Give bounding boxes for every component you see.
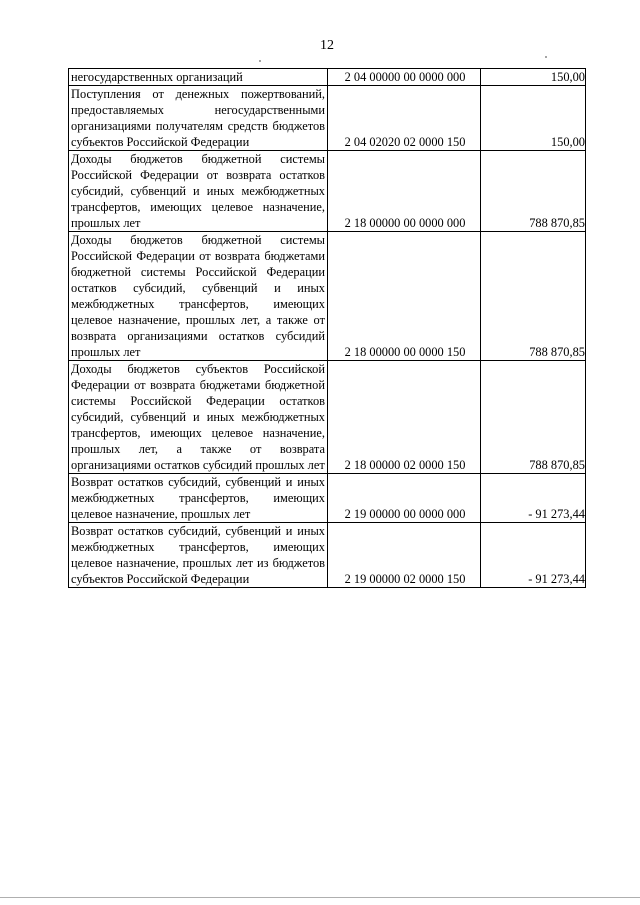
revenue-description: Поступления от денежных пожертвований, предоставляемых негосударственными организациями получателям средств бюджетов субъектов Российской Федерации [69,86,328,151]
table-row [69,232,586,361]
budget-revenue-table [68,68,586,588]
revenue-description: Доходы бюджетов субъектов Российской Федерации от возврата бюджетами бюджетной системы Российской Федерации остатков субсидий, субвенций и иных межбюджетных трансфертов, имеющих целевое назначение, прошлых лет, а также от возврата организациями остатков субсидий прошлых лет [69,361,328,474]
revenue-description: Возврат остатков субсидий, субвенций и иных межбюджетных трансфертов, имеющих целевое назначение, прошлых лет из бюджетов субъектов Российской Федерации [69,523,328,588]
revenue-amount: 788 870,85 [481,361,586,474]
page-number: 12 [320,38,334,53]
revenue-amount: 150,00 [481,86,586,151]
budget-classification-code: 2 19 00000 02 0000 150 [328,523,481,588]
revenue-description: Доходы бюджетов бюджетной системы Российской Федерации от возврата бюджетами бюджетной системы Российской Федерации остатков субсидий, субвенций и иных межбюджетных трансфертов, имеющих целевое назначение, прошлых лет, а также от возврата организациями остатков субсидий прошлых лет [69,232,328,361]
revenue-description: негосударственных организаций [69,69,328,86]
table-row [69,523,586,588]
revenue-amount: 788 870,85 [481,232,586,361]
revenue-amount: 150,00 [481,69,586,86]
table-row [69,151,586,232]
table-row [69,474,586,523]
scan-edge-line [0,897,640,898]
scan-speck [545,56,547,58]
table-row [69,361,586,474]
table-row [69,69,586,86]
budget-classification-code: 2 04 00000 00 0000 000 [328,69,481,86]
revenue-amount: 788 870,85 [481,151,586,232]
budget-classification-code: 2 18 00000 00 0000 000 [328,151,481,232]
revenue-description: Возврат остатков субсидий, субвенций и иных межбюджетных трансфертов, имеющих целевое назначение, прошлых лет [69,474,328,523]
budget-classification-code: 2 18 00000 02 0000 150 [328,361,481,474]
scan-speck [259,60,261,62]
revenue-amount: - 91 273,44 [481,523,586,588]
table-row [69,86,586,151]
revenue-description: Доходы бюджетов бюджетной системы Российской Федерации от возврата остатков субсидий, субвенций и иных межбюджетных трансфертов, имеющих целевое назначение, прошлых лет [69,151,328,232]
budget-classification-code: 2 04 02020 02 0000 150 [328,86,481,151]
budget-classification-code: 2 19 00000 00 0000 000 [328,474,481,523]
revenue-amount: - 91 273,44 [481,474,586,523]
budget-classification-code: 2 18 00000 00 0000 150 [328,232,481,361]
